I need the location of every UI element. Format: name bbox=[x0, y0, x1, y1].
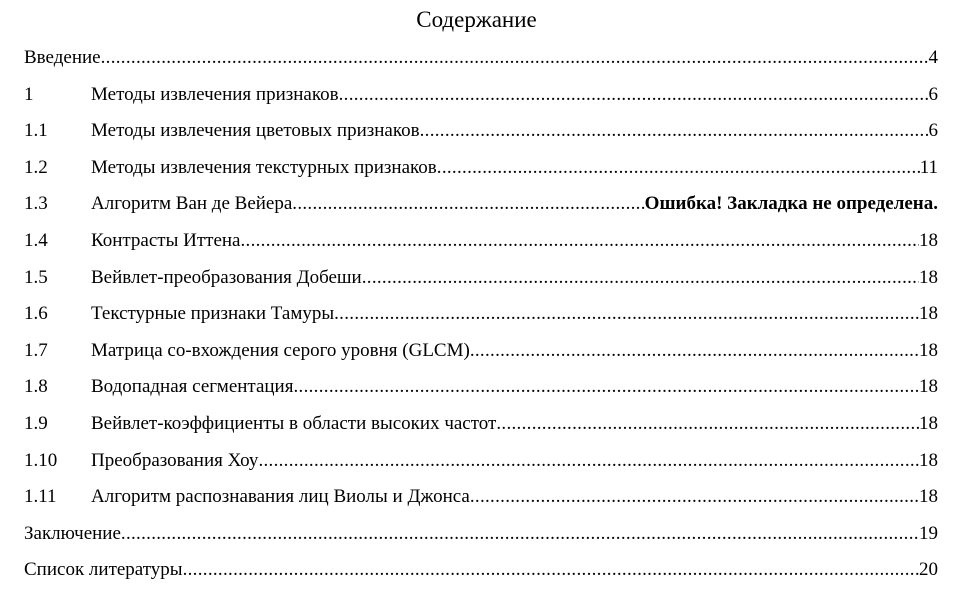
toc-dot-leader bbox=[362, 260, 919, 296]
toc-entry-title: Текстурные признаки Тамуры bbox=[91, 303, 335, 325]
toc-entry-title: Водопадная сегментация bbox=[91, 376, 294, 398]
toc-entry[interactable] bbox=[24, 40, 938, 77]
toc-dot-leader bbox=[420, 113, 929, 149]
toc-entry-title: Вейвлет-преобразования Добеши bbox=[91, 266, 362, 288]
toc-entry-page: 11 bbox=[919, 156, 938, 178]
toc-entry[interactable] bbox=[24, 369, 938, 406]
toc-entry-number: 1.7 bbox=[24, 339, 48, 361]
toc-entry-number: 1.11 bbox=[24, 486, 57, 508]
toc-dot-leader bbox=[293, 369, 919, 405]
toc-entry-page: 18 bbox=[919, 449, 938, 471]
toc-dot-leader bbox=[339, 77, 929, 113]
toc-entry[interactable] bbox=[24, 150, 938, 187]
toc-entry-page: 18 bbox=[919, 412, 938, 434]
toc-dot-leader bbox=[437, 150, 920, 186]
toc-entry-number: 1.6 bbox=[24, 303, 48, 325]
toc-entry-number: 1.9 bbox=[24, 412, 48, 434]
toc-entry-page: 19 bbox=[919, 522, 938, 544]
toc-entry-page: 18 bbox=[919, 303, 938, 325]
toc-entry[interactable] bbox=[24, 296, 938, 333]
toc-entry-title: Вейвлет-коэффициенты в области высоких частот bbox=[91, 412, 497, 434]
toc-entry-title: Алгоритм распознавания лиц Виолы и Джонса bbox=[91, 486, 470, 508]
toc-entry-title: Алгоритм Ван де Вейера bbox=[91, 193, 293, 215]
toc-dot-leader bbox=[121, 516, 919, 552]
toc-entry[interactable] bbox=[24, 260, 938, 297]
toc-entry-number: 1.2 bbox=[24, 156, 48, 178]
toc-entry-title: Контрасты Иттена bbox=[91, 229, 241, 251]
toc-dot-leader bbox=[470, 479, 919, 515]
toc-entry[interactable] bbox=[24, 552, 938, 589]
toc-entry-page: 4 bbox=[928, 47, 938, 68]
toc-entry[interactable] bbox=[24, 223, 938, 260]
toc-entry-title: Преобразования Хоу bbox=[91, 449, 259, 471]
toc-entry[interactable] bbox=[24, 516, 938, 553]
toc-entry-page: 18 bbox=[919, 266, 938, 288]
toc-entry-title: Методы извлечения текстурных признаков bbox=[91, 156, 437, 178]
toc-entry-page: 18 bbox=[919, 339, 938, 361]
toc-entry-title: Методы извлечения признаков bbox=[91, 83, 339, 105]
toc-entry-title: Список литературы bbox=[24, 559, 183, 581]
toc-entry-page: 18 bbox=[919, 376, 938, 398]
toc-entry-title: Заключение bbox=[24, 522, 121, 544]
toc-dot-leader bbox=[496, 406, 919, 442]
toc-entry-number: 1.5 bbox=[24, 266, 48, 288]
toc-entry[interactable] bbox=[24, 406, 938, 443]
toc-dot-leader bbox=[240, 223, 919, 259]
toc-entry-title: Введение bbox=[24, 47, 101, 68]
toc-dot-leader bbox=[292, 186, 644, 222]
toc-entry[interactable] bbox=[24, 77, 938, 114]
toc-entry[interactable] bbox=[24, 443, 938, 480]
toc-entry-number: 1.3 bbox=[24, 193, 48, 215]
table-of-contents bbox=[24, 40, 938, 589]
toc-entry-number: 1.4 bbox=[24, 229, 48, 251]
toc-dot-leader bbox=[334, 296, 919, 332]
toc-entry[interactable] bbox=[24, 333, 938, 370]
toc-entry-page: 18 bbox=[919, 486, 938, 508]
toc-entry-number: 1 bbox=[24, 83, 34, 105]
toc-entry-page: 20 bbox=[919, 559, 938, 581]
toc-dot-leader bbox=[101, 40, 929, 76]
toc-entry[interactable] bbox=[24, 479, 938, 516]
toc-entry-number: 1.1 bbox=[24, 120, 48, 142]
toc-entry-error: Ошибка! Закладка не определена. bbox=[644, 193, 938, 215]
toc-dot-leader bbox=[258, 443, 919, 479]
toc-dot-leader bbox=[183, 552, 919, 588]
toc-entry-number: 1.10 bbox=[24, 449, 58, 471]
toc-entry-page: 18 bbox=[919, 229, 938, 251]
toc-title: Содержание bbox=[416, 7, 537, 32]
toc-entry[interactable] bbox=[24, 186, 938, 223]
toc-entry-title: Методы извлечения цветовых признаков bbox=[91, 120, 420, 142]
toc-entry-number: 1.8 bbox=[24, 376, 48, 398]
toc-entry-page: 6 bbox=[928, 120, 938, 142]
toc-dot-leader bbox=[470, 333, 919, 369]
toc-entry[interactable] bbox=[24, 113, 938, 150]
toc-entry-page: 6 bbox=[928, 83, 938, 105]
toc-entry-title: Матрица со-вхождения серого уровня (GLCM) bbox=[91, 339, 470, 361]
